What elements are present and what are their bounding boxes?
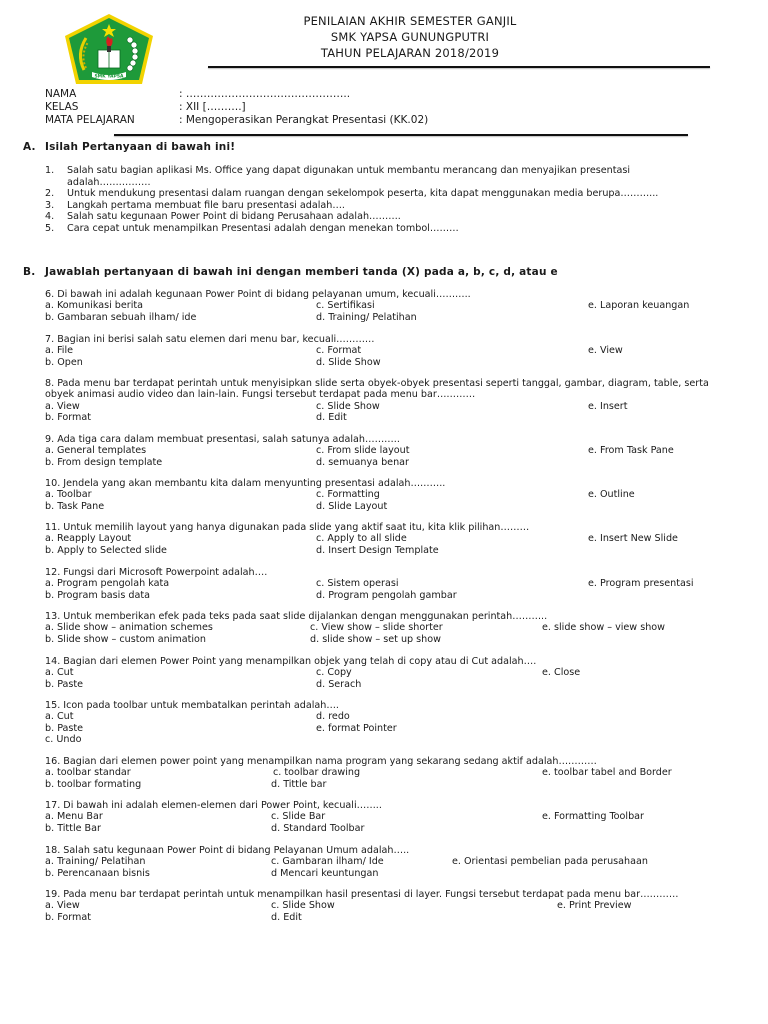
option-a[interactable]: a. Toolbar: [45, 489, 92, 501]
option-d[interactable]: d. redo: [316, 711, 350, 723]
school-name: SMK YAPSA GUNUNGPUTRI: [330, 30, 490, 44]
question-17: [45, 800, 725, 834]
option-c[interactable]: c. Gambaran ilham/ Ide: [271, 856, 384, 868]
option-c[interactable]: c. Undo: [45, 734, 82, 746]
option-c[interactable]: c. Slide Bar: [271, 811, 326, 823]
section-b-title: B. Jawablah pertanyaan di bawah ini dengan memberi tanda (X) pada a, b, c, d, atau e: [23, 266, 558, 278]
options: [45, 300, 725, 323]
option-a[interactable]: a. General templates: [45, 445, 147, 457]
option-e[interactable]: e. slide show – view show: [542, 622, 665, 634]
option-c[interactable]: c. View show – slide shorter: [310, 622, 443, 634]
option-c[interactable]: c. toolbar drawing: [273, 767, 361, 779]
option-b[interactable]: b. Format: [45, 412, 91, 424]
option-a[interactable]: a. Program pengolah kata: [45, 578, 170, 590]
options: [45, 622, 725, 645]
option-e[interactable]: e. Print Preview: [557, 900, 632, 912]
option-c[interactable]: c. Slide Show: [316, 400, 380, 412]
header-divider: [208, 66, 710, 68]
essay-item: 3. Langkah pertama membuat file baru presentasi adalah….: [45, 199, 345, 211]
question-8: [45, 378, 725, 424]
option-b[interactable]: b. Slide show – custom animation: [45, 633, 206, 645]
question-15: [45, 700, 725, 746]
option-d[interactable]: d. slide show – set up show: [310, 633, 441, 645]
essay-item: 5. Cara cepat untuk menampilkan Presentasi adalah dengan menekan tombol………: [45, 222, 459, 234]
option-e[interactable]: e. Program presentasi: [588, 578, 694, 590]
option-a[interactable]: a. toolbar standar: [45, 767, 131, 779]
option-b[interactable]: b. Paste: [45, 722, 84, 734]
question-18: [45, 845, 725, 879]
option-b[interactable]: b. Gambaran sebuah ilham/ ide: [45, 311, 197, 323]
essay-item: 4. Salah satu kegunaan Power Point di bidang Perusahaan adalah……….: [45, 211, 401, 223]
option-c[interactable]: c. Format: [316, 345, 362, 357]
section-a-title: A. Isilah Pertanyaan di bawah ini!: [23, 141, 236, 153]
options: [45, 345, 725, 368]
question-6: [45, 289, 725, 323]
option-e[interactable]: e. format Pointer: [316, 722, 397, 734]
option-b[interactable]: b. Format: [45, 911, 91, 923]
option-c[interactable]: c. Slide Show: [271, 900, 335, 912]
question-7: [45, 334, 725, 368]
options: [45, 711, 725, 745]
question-13: [45, 611, 725, 645]
name-field[interactable]: : ………………………………………..: [179, 88, 351, 100]
option-d[interactable]: d. Edit: [271, 911, 302, 923]
option-c[interactable]: c. Sistem operasi: [316, 578, 399, 590]
options: [45, 767, 725, 790]
exam-title: PENILAIAN AKHIR SEMESTER GANJIL: [303, 14, 517, 28]
options: [45, 811, 725, 834]
option-e[interactable]: e. Insert New Slide: [588, 533, 678, 545]
options: [45, 578, 725, 601]
essay-item: 2. Untuk mendukung presentasi dalam ruangan dengan sekelompok peserta, kita dapat menggunakan media berupa………...: [45, 188, 659, 200]
exam-header: [200, 13, 620, 61]
question-9: [45, 434, 725, 468]
question-text: 12. Fungsi dari Microsoft Powerpoint adalah….: [45, 567, 268, 578]
options: [45, 667, 725, 690]
option-d[interactable]: d. Standard Toolbar: [271, 822, 365, 834]
info-row-mapel: [45, 114, 428, 127]
question-19: [45, 889, 725, 923]
option-b[interactable]: b. From design template: [45, 456, 163, 468]
options: [45, 445, 725, 468]
option-a[interactable]: a. Training/ Pelatihan: [45, 856, 146, 868]
question-text: 8. Pada menu bar terdapat perintah untuk menyisipkan slide serta obyek-obyek presentasi seperti tanggal, gambar, diagram, table, serta obyek animasi audio video dan lain-lain. Fungsi tersebut terdapat pada menu bar…………: [45, 378, 709, 401]
options: [45, 533, 725, 556]
option-d[interactable]: d. Slide Layout: [316, 500, 388, 512]
option-e[interactable]: e. Outline: [588, 489, 635, 501]
option-a[interactable]: a. Cut: [45, 711, 74, 723]
essay-list: [45, 165, 705, 235]
options: [45, 489, 725, 512]
option-b[interactable]: b. Program basis data: [45, 589, 151, 601]
option-a[interactable]: a. File: [45, 345, 74, 357]
question-text: 13. Untuk memberikan efek pada teks pada saat slide dijalankan dengan menggunakan perintah………..: [45, 611, 548, 622]
option-b[interactable]: b. Open: [45, 356, 83, 368]
option-b[interactable]: b. Perencanaan bisnis: [45, 867, 150, 879]
option-a[interactable]: a. Reapply Layout: [45, 533, 132, 545]
option-b[interactable]: b. Task Pane: [45, 500, 105, 512]
question-text: 17. Di bawah ini adalah elemen-elemen dari Power Point, kecuali……..: [45, 800, 382, 811]
info-row-kelas: [45, 101, 428, 114]
question-text: 15. Icon pada toolbar untuk membatalkan perintah adalah….: [45, 700, 339, 711]
option-e[interactable]: e. From Task Pane: [588, 445, 674, 457]
option-e[interactable]: e. Formatting Toolbar: [542, 811, 645, 823]
academic-year: TAHUN PELAJARAN 2018/2019: [320, 46, 500, 60]
option-e[interactable]: e. Laporan keuangan: [588, 300, 690, 312]
info-label: KELAS: [45, 101, 79, 113]
options: [45, 900, 725, 923]
option-a[interactable]: a. Cut: [45, 667, 74, 679]
option-d[interactable]: d. Edit: [316, 412, 347, 424]
school-crest-icon: [62, 12, 156, 88]
question-12: [45, 567, 725, 601]
options: [45, 856, 725, 879]
option-c[interactable]: c. Apply to all slide: [316, 533, 407, 545]
option-d[interactable]: d. Program pengolah gambar: [316, 589, 457, 601]
options: [45, 401, 725, 424]
student-info: [45, 88, 428, 127]
question-text: 6. Di bawah ini adalah kegunaan Power Point di bidang pelayanan umum, kecuali………..: [45, 289, 471, 300]
option-e[interactable]: e. Close: [542, 667, 581, 679]
essay-item: 1. Salah satu bagian aplikasi Ms. Office yang dapat digunakan untuk membantu merancang dan menyajikan presentasi adalah…………….: [45, 165, 631, 188]
option-d[interactable]: d. Insert Design Template: [316, 544, 439, 556]
option-b[interactable]: b. toolbar formating: [45, 778, 142, 790]
question-10: [45, 478, 725, 512]
option-c[interactable]: c. Copy: [316, 667, 352, 679]
option-c[interactable]: c. Sertifikasi: [316, 300, 375, 312]
svg-text:SMK YAPSA: SMK YAPSA: [94, 74, 124, 80]
option-d[interactable]: d. Serach: [316, 678, 362, 690]
info-label: NAMA: [45, 88, 77, 100]
option-c[interactable]: c. From slide layout: [316, 445, 410, 457]
question-text: 14. Bagian dari elemen Power Point yang menampilkan objek yang telah di copy atau di Cut adalah….: [45, 656, 537, 667]
option-d[interactable]: d. Slide Show: [316, 356, 381, 368]
option-b[interactable]: b. Paste: [45, 678, 84, 690]
option-d[interactable]: d. semuanya benar: [316, 456, 409, 468]
info-divider: [114, 134, 688, 136]
option-e[interactable]: e. Insert: [588, 400, 628, 412]
option-d[interactable]: d. Training/ Pelatihan: [316, 311, 417, 323]
question-11: [45, 522, 725, 556]
option-c[interactable]: c. Formatting: [316, 489, 380, 501]
question-14: [45, 656, 725, 690]
question-text: 19. Pada menu bar terdapat perintah untuk menampilkan hasil presentasi di layer. Fungsi tersebut terdapat pada menu bar…………: [45, 889, 679, 900]
info-label: MATA PELAJARAN: [45, 114, 135, 126]
class-field[interactable]: : XII [……….]: [179, 101, 246, 113]
question-text: 7. Bagian ini berisi salah satu elemen dari menu bar, kecuali…………: [45, 334, 375, 345]
option-d[interactable]: d. Tittle bar: [271, 778, 327, 790]
info-row-nama: [45, 88, 428, 101]
option-a[interactable]: a. View: [45, 400, 80, 412]
question-text: 9. Ada tiga cara dalam membuat presentasi, salah satunya adalah………..: [45, 434, 400, 445]
option-b[interactable]: b. Tittle Bar: [45, 822, 101, 834]
question-text: 11. Untuk memilih layout yang hanya digunakan pada slide yang aktif saat itu, kita klik pilihan………: [45, 522, 530, 533]
option-a[interactable]: a. Menu Bar: [45, 811, 103, 823]
question-text: 16. Bagian dari elemen power point yang menampilkan nama program yang sekarang sedang aktif adalah…………: [45, 756, 597, 767]
question-16: [45, 756, 725, 790]
option-e[interactable]: e. toolbar tabel and Border: [542, 767, 672, 779]
option-a[interactable]: a. Slide show – animation schemes: [45, 622, 213, 634]
option-e[interactable]: e. View: [588, 345, 623, 357]
option-b[interactable]: b. Apply to Selected slide: [45, 544, 167, 556]
option-d[interactable]: d Mencari keuntungan: [271, 867, 379, 879]
option-e[interactable]: e. Orientasi pembelian pada perusahaan: [452, 856, 648, 868]
subject-value: : Mengoperasikan Perangkat Presentasi (KK.02): [179, 114, 429, 126]
option-a[interactable]: a. Komunikasi berita: [45, 300, 144, 312]
option-a[interactable]: a. View: [45, 900, 80, 912]
question-text: 10. Jendela yang akan membantu kita dalam menyunting presentasi adalah………..: [45, 478, 446, 489]
question-text: 18. Salah satu kegunaan Power Point di bidang Pelayanan Umum adalah…..: [45, 845, 410, 856]
